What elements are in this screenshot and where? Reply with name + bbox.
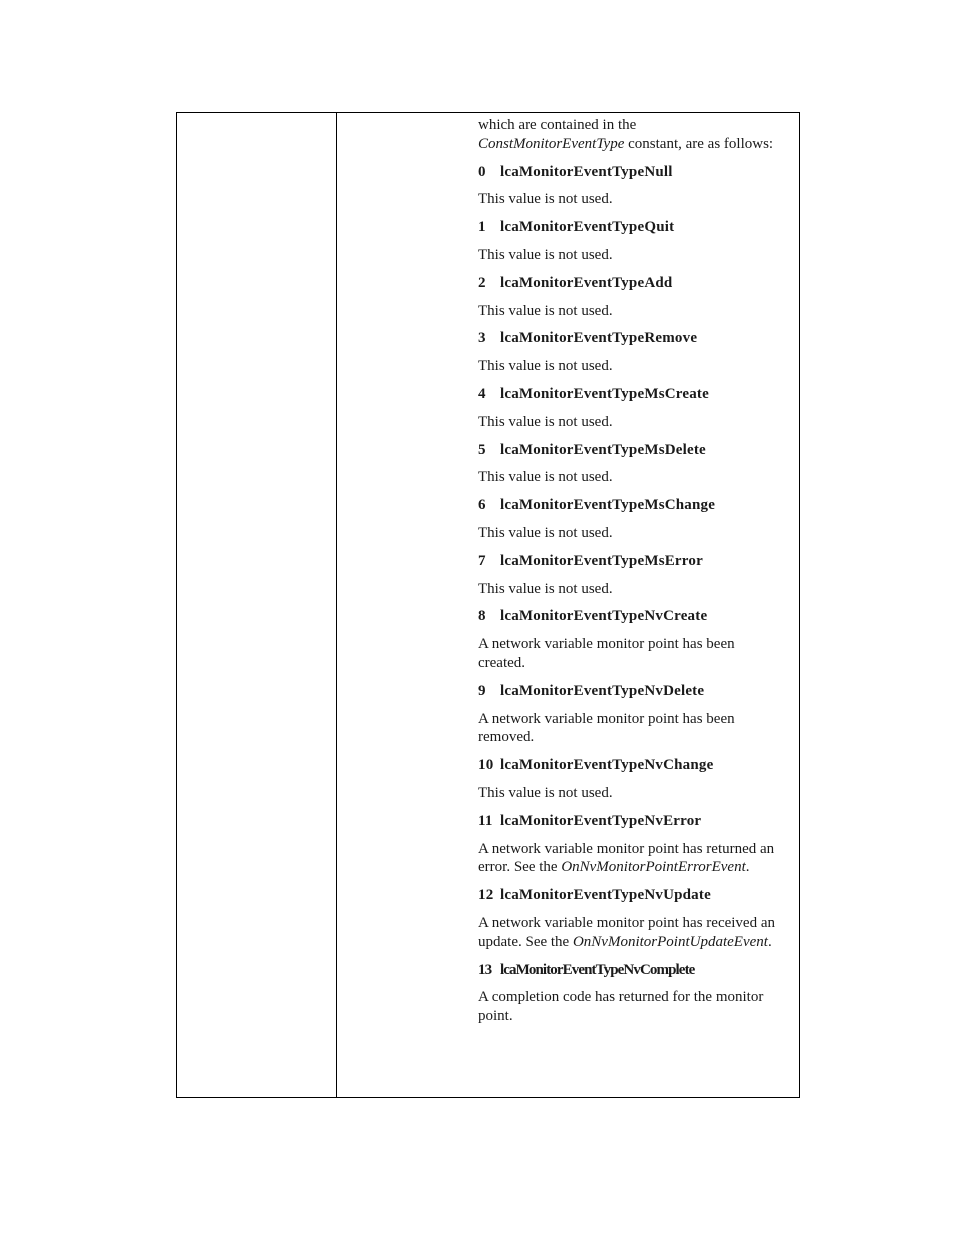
parameter-table xyxy=(176,112,800,1098)
enum-desc-5: This value is not used. xyxy=(478,469,613,486)
enum-desc-11: A network variable monitor point has returned an error. See the OnNvMonitorPointErrorEvent. xyxy=(478,840,775,876)
enum-item-5: 5 lcaMonitorEventTypeMsDelete xyxy=(478,441,706,458)
enum-item-6: 6 lcaMonitorEventTypeMsChange xyxy=(478,497,716,514)
enum-desc-12: A network variable monitor point has received an update. See the OnNvMonitorPointUpdateEvent. xyxy=(478,914,775,950)
enum-desc-13: A completion code has returned for the monitor point. xyxy=(478,989,764,1025)
enum-item-2: 2 lcaMonitorEventTypeAdd xyxy=(478,274,673,291)
enum-desc-9: A network variable monitor point has been removed. xyxy=(478,710,735,746)
enum-desc-10: This value is not used. xyxy=(478,784,613,801)
enum-desc-3: This value is not used. xyxy=(478,358,613,375)
event-ref: OnNvMonitorPointErrorEvent xyxy=(561,859,746,876)
enum-item-12: 12 lcaMonitorEventTypeNvUpdate xyxy=(478,887,711,904)
enum-desc-6: This value is not used. xyxy=(478,524,613,541)
enum-item-10: 10 lcaMonitorEventTypeNvChange xyxy=(478,757,714,774)
intro-text: which are contained in the ConstMonitorEventType constant, are as follows: xyxy=(478,117,774,152)
constant-name: ConstMonitorEventType xyxy=(478,135,625,152)
enum-item-11: 11 lcaMonitorEventTypeNvError xyxy=(478,812,702,829)
enum-desc-0: This value is not used. xyxy=(478,191,613,208)
description-cell xyxy=(478,116,778,1035)
enum-item-1: 1 lcaMonitorEventTypeQuit xyxy=(478,219,675,236)
enum-desc-7: This value is not used. xyxy=(478,580,613,597)
enum-item-8: 8 lcaMonitorEventTypeNvCreate xyxy=(478,608,708,625)
enum-desc-8: A network variable monitor point has been created. xyxy=(478,636,735,671)
enum-item-0: 0 lcaMonitorEventTypeNull xyxy=(478,163,673,180)
enum-desc-4: This value is not used. xyxy=(478,413,613,430)
enum-item-13: 13 lcaMonitorEventTypeNvComplete xyxy=(478,961,695,978)
event-ref: OnNvMonitorPointUpdateEvent xyxy=(572,933,768,950)
enum-desc-2: This value is not used. xyxy=(478,302,613,319)
enum-item-3: 3 lcaMonitorEventTypeRemove xyxy=(478,330,698,347)
enum-item-7: 7 lcaMonitorEventTypeMsError xyxy=(478,552,703,569)
enum-desc-1: This value is not used. xyxy=(478,246,613,263)
enum-item-4: 4 lcaMonitorEventTypeMsCreate xyxy=(478,385,709,402)
enum-item-9: 9 lcaMonitorEventTypeNvDelete xyxy=(478,682,705,699)
column-divider xyxy=(336,113,337,1097)
